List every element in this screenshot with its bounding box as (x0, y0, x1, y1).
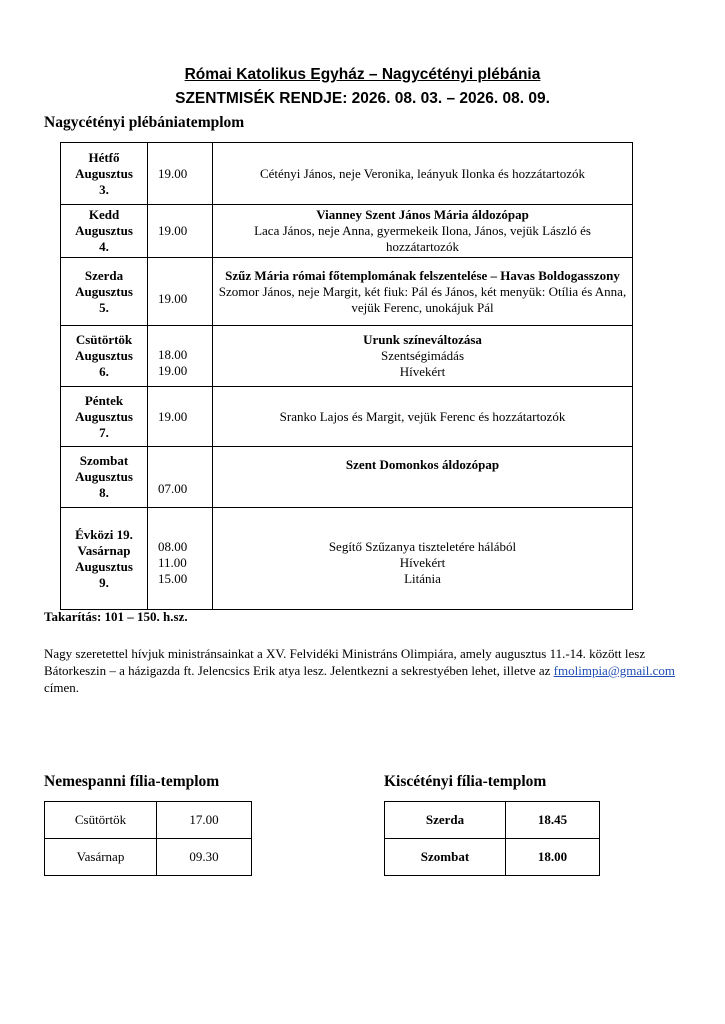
intention-cell (213, 143, 633, 205)
mass-time: 19.00 (158, 223, 188, 238)
day-month: Augusztus (75, 469, 133, 484)
intention-text: Litánia (404, 570, 441, 586)
filia-day: Szombat (385, 839, 506, 876)
table-row (61, 143, 633, 205)
time-cell (148, 326, 213, 387)
day-cell (61, 205, 148, 258)
filia-time: 09.30 (157, 839, 252, 876)
table-row (385, 839, 600, 876)
table-row (45, 839, 252, 876)
day-cell (61, 387, 148, 447)
feast-title: Szent Domonkos áldozópap (345, 457, 500, 472)
notice-suffix: címen. (44, 680, 80, 695)
intention-text: Laca János, neje Anna, gyermekeik Ilona, János, vejük László és hozzátartozók (254, 223, 591, 254)
day-cell (61, 447, 148, 508)
cleaning-note: Takarítás: 101 – 150. h.sz. (44, 609, 188, 624)
day-date: 8. (99, 485, 109, 500)
time-cell (148, 447, 213, 508)
table-row (61, 326, 633, 387)
day-month: Augusztus (75, 558, 133, 574)
mass-time: 08.00 (158, 538, 188, 554)
mass-time: 19.00 (158, 165, 188, 181)
filia-time: 18.00 (506, 839, 600, 876)
schedule-title: SZENTMISÉK RENDJE: 2026. 08. 03. – 2026. 08. 09. (175, 90, 550, 107)
time-cell (148, 143, 213, 205)
day-month: Augusztus (75, 348, 133, 363)
mass-time: 07.00 (158, 481, 188, 496)
intention-text: Szomor János, neje Margit, két fiuk: Pál és János, két menyük: Otília és Anna, vejük Ferenc, unokájuk Pál (218, 283, 627, 315)
intention-text: Szentségimádás (380, 348, 465, 363)
intention-cell (213, 387, 633, 447)
filia-day: Csütörtök (45, 802, 157, 839)
day-cell (61, 258, 148, 326)
table-row (61, 387, 633, 447)
intention-cell (213, 258, 633, 326)
filia-day: Vasárnap (45, 839, 157, 876)
notice-text: Nagy szeretettel hívjuk ministránsainkat a XV. Felvidéki Ministráns Olimpiára, amely augusztus 11.-14. között lesz Bátorkeszin – a házigazda ft. Jelencsics Erik atya lesz. Jelentkezni a sekrestyében lehet, illetve az (44, 646, 646, 678)
email-link[interactable]: fmolimpia@gmail.com (553, 663, 676, 678)
feast-title: Urunk színeváltozása (363, 332, 482, 347)
parish-title: Római Katolikus Egyház – Nagycétényi plébánia (184, 66, 541, 83)
table-row (61, 447, 633, 508)
mass-time: 19.00 (158, 290, 188, 306)
day-name: Szerda (84, 267, 124, 283)
feast-title: Vianney Szent János Mária áldozópap (316, 207, 529, 222)
intention-text: Hívekért (399, 554, 446, 570)
day-month: Augusztus (75, 283, 133, 299)
ministrant-notice (44, 645, 694, 696)
mass-time: 11.00 (158, 554, 187, 570)
day-cell (61, 326, 148, 387)
table-row (385, 802, 600, 839)
time-cell (148, 258, 213, 326)
intention-text: Sranko Lajos és Margit, vejük Ferenc és hozzátartozók (279, 408, 566, 424)
day-date: 3. (99, 181, 109, 197)
day-date: 6. (99, 364, 109, 379)
intention-text: Segítő Szűzanya tiszteletére hálából (328, 538, 517, 554)
intention-cell (213, 205, 633, 258)
mass-time: 18.00 (158, 347, 188, 362)
filia-kisceteny-title: Kiscétényi fília-templom (384, 773, 547, 790)
time-cell (148, 387, 213, 447)
day-date: 9. (99, 574, 109, 590)
table-row (45, 802, 252, 839)
mass-schedule-table (60, 142, 633, 610)
table-row (61, 508, 633, 610)
day-cell (61, 143, 148, 205)
mass-time: 19.00 (158, 408, 188, 424)
filia-time: 17.00 (157, 802, 252, 839)
filia-kisceteny-table (384, 801, 600, 876)
day-month: Augusztus (75, 165, 133, 181)
intention-text: Hívekért (399, 364, 446, 379)
filia-nemespann-table (44, 801, 252, 876)
time-cell (148, 508, 213, 610)
mass-time: 19.00 (158, 363, 188, 378)
day-date: 7. (99, 424, 109, 440)
day-name: Hétfő (88, 149, 120, 165)
feast-title: Szűz Mária római főtemplomának felszentelése – Havas Boldogasszony (225, 267, 620, 283)
table-row (61, 258, 633, 326)
church-title: Nagycétényi plébániatemplom (44, 114, 245, 131)
day-name: Péntek (84, 392, 124, 408)
filia-day: Szerda (385, 802, 506, 839)
day-date: 4. (99, 239, 109, 254)
table-row (61, 205, 633, 258)
filia-time: 18.45 (506, 802, 600, 839)
day-name: Csütörtök (75, 332, 133, 347)
day-date: 5. (99, 299, 109, 315)
intention-cell (213, 508, 633, 610)
day-cell (61, 508, 148, 610)
intention-cell (213, 447, 633, 508)
intention-text: Cétényi János, neje Veronika, leányuk Ilonka és hozzátartozók (259, 165, 585, 181)
day-name: Kedd (88, 207, 120, 222)
day-name-2: Vasárnap (77, 542, 131, 558)
day-name: Évközi 19. (75, 526, 133, 542)
day-month: Augusztus (75, 408, 133, 424)
day-name: Szombat (79, 453, 129, 468)
time-cell (148, 205, 213, 258)
mass-time: 15.00 (158, 570, 188, 586)
intention-cell (213, 326, 633, 387)
filia-nemespann-title: Nemespanni fília-templom (44, 773, 220, 790)
day-month: Augusztus (75, 223, 133, 238)
